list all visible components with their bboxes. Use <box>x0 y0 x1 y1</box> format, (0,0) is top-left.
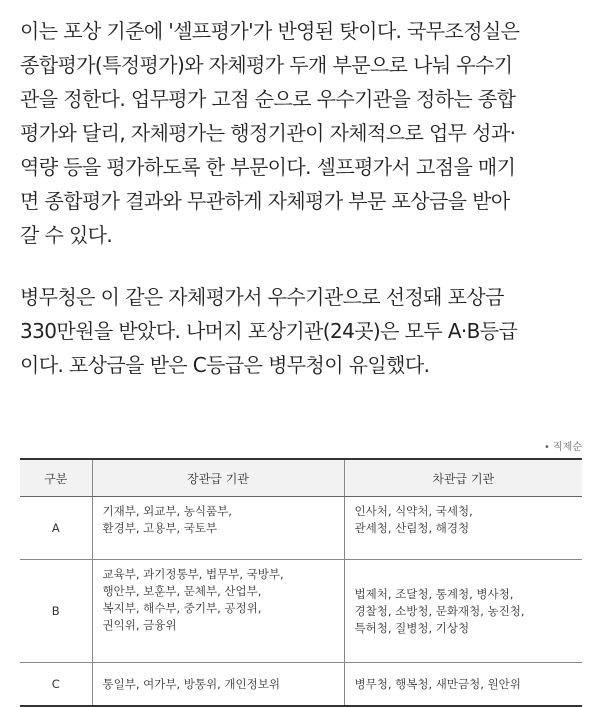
table-credit-note: • 직제순 <box>543 442 582 453</box>
table-row-grade-b <box>20 560 582 663</box>
cell-line: 권익위, 금융위 <box>102 618 177 632</box>
cell-line: 환경부, 고용부, 국토부 <box>102 521 218 535</box>
table-row-grade-c <box>20 663 582 707</box>
article-paragraph-1: 이는 포상 기준에 '셀프평가'가 반영된 탓이다. 국무조정실은 종합평가(특정평가)와 자체평가 두개 부문으로 나눠 우수기 관을 정한다. 업무평가 고점 순으로 우수기관을 정하는 종합 평가와 달리, 자체평가는 행정기관이 자체적으로 업무 성과· 역량 등을 평가하도록 한 부문이다. 셀프평가서 고점을 매기 면 종합평가 결과와 무관하게 자체평가 부문 포상금을 받아 갈 수 있다. <box>20 19 520 247</box>
grade-c-vice-cell <box>344 663 582 707</box>
cell-line: 복지부, 해수부, 중기부, 공정위, <box>102 601 262 615</box>
grade-a-label: A <box>20 497 92 560</box>
article-body <box>20 14 580 382</box>
grade-b-minister-cell <box>92 560 344 663</box>
header-category: 구분 <box>20 459 92 497</box>
award-grade-table <box>20 458 582 707</box>
table-header-row <box>20 459 582 497</box>
article-paragraph-2: 병무청은 이 같은 자체평가서 우수기관으로 선정돼 포상금 330만원을 받았다. 나머지 포상기관(24곳)은 모두 A·B등급 이다. 포상금을 받은 C등급은 병무청이 유일했다. <box>20 285 518 377</box>
cell-line: 법제처, 조달청, 통계청, 병사청, <box>354 586 514 601</box>
cell-line: 특허청, 질병청, 기상청 <box>354 620 470 635</box>
grade-c-minister-cell <box>92 663 344 707</box>
cell-line: 경찰청, 소방청, 문화재청, 농진청, <box>354 603 525 618</box>
cell-line: 행안부, 보훈부, 문체부, 산업부, <box>102 584 262 598</box>
table-row-grade-a <box>20 497 582 560</box>
cell-line: 통일부, 여가부, 방통위, 개인정보위 <box>102 676 280 691</box>
grade-b-vice-cell <box>344 560 582 663</box>
cell-line: 병무청, 행복청, 새만금청, 원안위 <box>354 676 521 691</box>
cell-line: 인사처, 식약처, 국세청, <box>354 504 473 518</box>
grade-c-label: C <box>20 663 92 707</box>
grade-a-minister-cell <box>92 497 344 560</box>
cell-line: 교육부, 과기정통부, 법무부, 국방부, <box>102 567 284 581</box>
grade-b-label: B <box>20 560 92 663</box>
award-table-container <box>20 458 582 707</box>
header-minister-level: 장관급 기관 <box>92 459 344 497</box>
grade-a-vice-cell <box>344 497 582 560</box>
cell-line: 관세청, 산림청, 해경청 <box>354 521 470 535</box>
cell-line: 기재부, 외교부, 농식품부, <box>102 504 232 518</box>
header-vice-minister-level: 차관급 기관 <box>344 459 582 497</box>
